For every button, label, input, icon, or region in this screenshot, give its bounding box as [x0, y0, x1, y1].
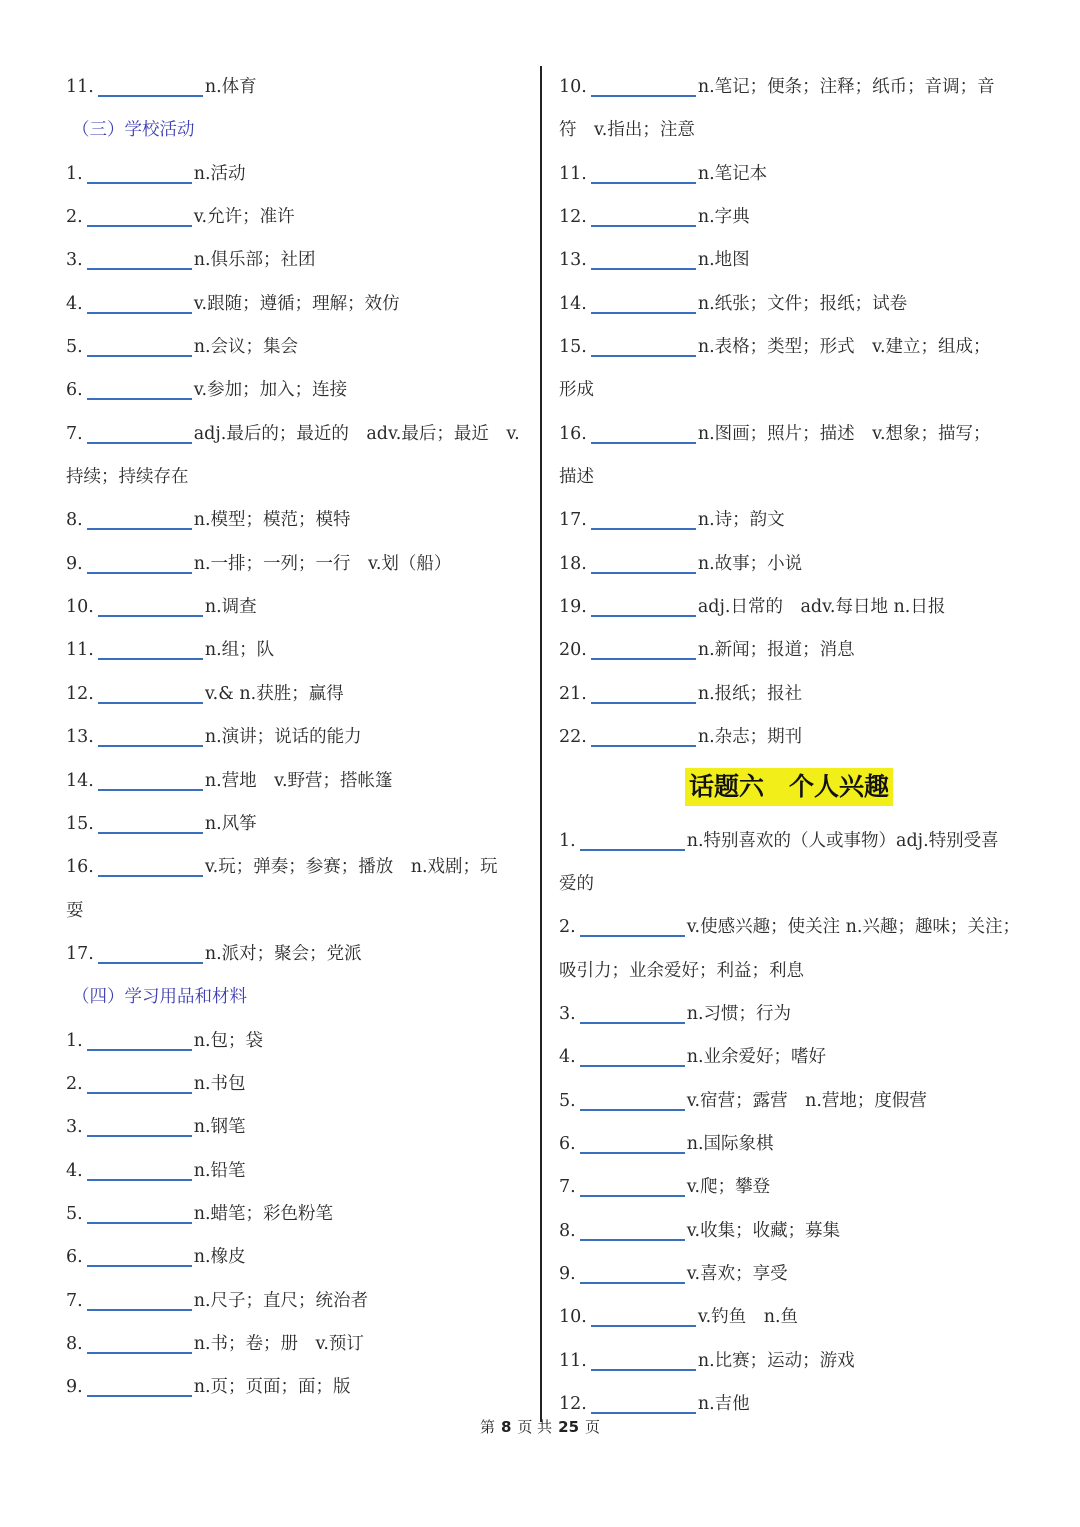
topic-title: 话题六 个人兴趣 [685, 768, 893, 806]
item-number: 7. [66, 1290, 83, 1311]
vocab-item [559, 993, 1019, 1036]
item-number: 13. [559, 250, 587, 271]
item-meaning: n.俱乐部；社团 [193, 250, 316, 271]
item-number: 11. [559, 1350, 587, 1371]
item-number: 4. [66, 1160, 83, 1181]
vocab-item [559, 1340, 1019, 1383]
vocab-item [559, 1123, 1019, 1166]
item-meaning: v.参加；加入；连接 [193, 380, 348, 401]
item-number: 7. [559, 1177, 576, 1198]
vocab-item [66, 673, 526, 716]
vocab-item [559, 1080, 1019, 1123]
answer-blank[interactable] [87, 1221, 192, 1224]
item-number: 1. [66, 163, 83, 184]
vocab-item [559, 1253, 1019, 1296]
column-divider [540, 66, 542, 1422]
item-number: 15. [66, 813, 94, 834]
answer-blank[interactable] [591, 1411, 696, 1414]
item-number: 8. [559, 1220, 576, 1241]
item-number: 11. [66, 77, 94, 97]
answer-blank[interactable] [98, 831, 203, 834]
item-number: 1. [66, 1030, 83, 1051]
answer-blank[interactable] [591, 311, 696, 314]
item-meaning: n.纸张；文件；报纸；试卷 [697, 293, 908, 314]
vocab-item [66, 283, 526, 326]
item-meaning: n.地图 [697, 250, 750, 271]
item-number: 8. [66, 510, 83, 531]
vocab-item [66, 1280, 526, 1323]
answer-blank[interactable] [98, 788, 203, 791]
answer-blank[interactable] [591, 571, 696, 574]
item-number: 6. [559, 1133, 576, 1154]
vocab-item [66, 1063, 526, 1106]
vocab-item [559, 673, 1019, 716]
answer-blank[interactable] [591, 657, 696, 660]
item-number: 2. [66, 207, 83, 228]
vocab-item [559, 543, 1019, 586]
footer-page-number: 8 [500, 1418, 512, 1436]
item-meaning: n.一排；一列；一行 v.划（船） [193, 553, 452, 574]
vocab-item [66, 1236, 526, 1279]
item-number: 16. [66, 857, 94, 878]
item-meaning: n.体育 [204, 77, 257, 97]
vocab-item [559, 153, 1019, 196]
answer-blank[interactable] [87, 311, 192, 314]
meaning-continuation: 符 v.指出；注意 [559, 120, 695, 141]
vocab-item [559, 1296, 1019, 1339]
answer-blank[interactable] [87, 1048, 192, 1051]
item-meaning: adj.日常的 adv.每日地 n.日报 [697, 597, 946, 618]
answer-blank[interactable] [98, 874, 203, 877]
vocab-item [559, 283, 1019, 326]
vocab-item [559, 413, 1019, 456]
answer-blank[interactable] [591, 441, 696, 444]
answer-blank[interactable] [591, 181, 696, 184]
answer-blank[interactable] [98, 961, 203, 964]
answer-blank[interactable] [580, 1151, 685, 1154]
item-meaning: n.页；页面；面；版 [193, 1377, 351, 1398]
item-number: 10. [66, 597, 94, 618]
item-meaning: n.故事；小说 [697, 553, 803, 574]
answer-blank[interactable] [591, 744, 696, 747]
answer-blank[interactable] [87, 571, 192, 574]
item-number: 21. [559, 683, 587, 704]
item-meaning: n.笔记；便条；注释；纸币；音调；音 [697, 77, 995, 97]
answer-blank[interactable] [580, 1064, 685, 1067]
item-number: 8. [66, 1333, 83, 1354]
answer-blank[interactable] [87, 1308, 192, 1311]
meaning-continuation: 耍 [66, 900, 84, 921]
vocab-item [66, 1323, 526, 1366]
vocab-item [66, 629, 526, 672]
item-meaning: n.橡皮 [193, 1247, 246, 1268]
answer-blank[interactable] [591, 267, 696, 270]
item-meaning: v.喜欢；享受 [686, 1263, 788, 1284]
item-meaning: n.模型；模范；模特 [193, 510, 351, 531]
vocab-item [66, 1366, 526, 1409]
answer-blank[interactable] [87, 1178, 192, 1181]
vocab-item [66, 1106, 526, 1149]
page-footer [0, 1416, 1080, 1437]
meaning-continuation: 爱的 [559, 873, 594, 894]
item-meaning: v.跟随；遵循；理解；效仿 [193, 293, 400, 314]
answer-blank[interactable] [580, 1108, 685, 1111]
item-meaning: n.组；队 [204, 640, 275, 661]
footer-total-pages: 25 [558, 1418, 580, 1436]
answer-blank[interactable] [591, 94, 696, 97]
item-number: 4. [66, 293, 83, 314]
item-number: 9. [66, 553, 83, 574]
vocab-item [559, 196, 1019, 239]
item-number: 7. [66, 423, 83, 444]
item-number: 17. [559, 510, 587, 531]
item-number: 3. [559, 1003, 576, 1024]
item-meaning: n.表格；类型；形式 v.建立；组成； [697, 337, 991, 358]
meaning-continuation: 形成 [559, 380, 594, 401]
item-number: 12. [559, 207, 587, 228]
item-meaning: n.蜡笔；彩色粉笔 [193, 1203, 334, 1224]
topic-title-wrapper [559, 760, 1019, 820]
item-meaning: n.图画；照片；描述 v.想象；描写； [697, 423, 991, 444]
item-number: 12. [66, 683, 94, 704]
item-number: 18. [559, 553, 587, 574]
vocab-item [66, 499, 526, 542]
answer-blank[interactable] [98, 614, 203, 617]
item-meaning: n.书；卷；册 v.预订 [193, 1333, 364, 1354]
vocab-item [559, 66, 1019, 109]
vocab-item [559, 716, 1019, 759]
item-meaning: v.爬；攀登 [686, 1177, 771, 1198]
vocab-item [66, 1020, 526, 1063]
item-meaning: n.比赛；运动；游戏 [697, 1350, 855, 1371]
vocab-item [66, 716, 526, 759]
item-meaning: n.风筝 [204, 813, 257, 834]
answer-blank[interactable] [87, 354, 192, 357]
vocab-item [66, 239, 526, 282]
item-meaning: n.特别喜欢的（人或事物）adj.特别受喜 [686, 830, 999, 851]
vocab-item [559, 820, 1019, 863]
vocab-item [66, 846, 526, 889]
vocab-item [559, 906, 1019, 949]
item-number: 3. [66, 1117, 83, 1138]
item-meaning: n.营地 v.野营；搭帐篷 [204, 770, 393, 791]
answer-blank[interactable] [591, 354, 696, 357]
answer-blank[interactable] [87, 441, 192, 444]
item-number: 2. [66, 1073, 83, 1094]
meaning-continuation: 持续；持续存在 [66, 467, 189, 488]
vocab-item [66, 1193, 526, 1236]
answer-blank[interactable] [87, 527, 192, 530]
item-meaning: adj.最后的；最近的 adv.最后；最近 v. [193, 423, 520, 444]
item-number: 2. [559, 917, 576, 938]
answer-blank[interactable] [98, 701, 203, 704]
vocab-item [559, 1036, 1019, 1079]
vocab-item [66, 1150, 526, 1193]
answer-blank[interactable] [591, 527, 696, 530]
item-number: 19. [559, 597, 587, 618]
item-number: 11. [66, 640, 94, 661]
vocab-item [66, 586, 526, 629]
item-number: 3. [66, 250, 83, 271]
vocab-item [66, 803, 526, 846]
item-meaning: n.杂志；期刊 [697, 727, 803, 748]
item-number: 5. [66, 337, 83, 358]
vocab-item [66, 153, 526, 196]
item-meaning: n.吉他 [697, 1393, 750, 1414]
vocab-item [559, 586, 1019, 629]
vocab-item [66, 66, 526, 109]
item-number: 10. [559, 1307, 587, 1328]
item-meaning: n.钢笔 [193, 1117, 246, 1138]
footer-suffix: 页 [585, 1418, 601, 1436]
item-meaning: n.铅笔 [193, 1160, 246, 1181]
section-heading: （四）学习用品和材料 [72, 987, 247, 1008]
item-meaning: n.活动 [193, 163, 246, 184]
answer-blank[interactable] [87, 1351, 192, 1354]
answer-blank[interactable] [591, 1324, 696, 1327]
item-meaning: v.使感兴趣；使关注 n.兴趣；趣味；关注； [686, 917, 1020, 938]
item-meaning: n.报纸；报社 [697, 683, 803, 704]
vocab-item [559, 1166, 1019, 1209]
answer-blank[interactable] [87, 224, 192, 227]
item-meaning: v.玩；弹奏；参赛；播放 n.戏剧；玩 [204, 857, 498, 878]
item-meaning: n.笔记本 [697, 163, 768, 184]
item-number: 15. [559, 337, 587, 358]
answer-blank[interactable] [580, 1238, 685, 1241]
item-meaning: v.收集；收藏；募集 [686, 1220, 841, 1241]
vocab-item [66, 196, 526, 239]
answer-blank[interactable] [98, 744, 203, 747]
answer-blank[interactable] [87, 1264, 192, 1267]
answer-blank[interactable] [591, 614, 696, 617]
answer-blank[interactable] [87, 1134, 192, 1137]
item-number: 11. [559, 163, 587, 184]
item-meaning: v.宿营；露营 n.营地；度假营 [686, 1090, 927, 1111]
right-column [559, 66, 1019, 1426]
answer-blank[interactable] [87, 1091, 192, 1094]
answer-blank[interactable] [591, 224, 696, 227]
item-meaning: n.调查 [204, 597, 257, 618]
item-number: 4. [559, 1047, 576, 1068]
footer-prefix: 第 [479, 1418, 495, 1436]
item-number: 20. [559, 640, 587, 661]
answer-blank[interactable] [580, 934, 685, 937]
answer-blank[interactable] [98, 657, 203, 660]
item-number: 5. [66, 1203, 83, 1224]
item-number: 10. [559, 77, 587, 97]
answer-blank[interactable] [580, 1281, 685, 1284]
vocab-item [66, 369, 526, 412]
item-number: 6. [66, 380, 83, 401]
item-meaning: n.尺子；直尺；统治者 [193, 1290, 369, 1311]
vocab-item [66, 326, 526, 369]
item-meaning: n.书包 [193, 1073, 246, 1094]
item-meaning: n.派对；聚会；党派 [204, 943, 362, 964]
item-meaning: n.诗；韵文 [697, 510, 785, 531]
item-meaning: v.钓鱼 n.鱼 [697, 1307, 799, 1328]
answer-blank[interactable] [580, 1194, 685, 1197]
meaning-continuation: 描述 [559, 467, 594, 488]
item-number: 9. [66, 1377, 83, 1398]
answer-blank[interactable] [87, 181, 192, 184]
item-number: 6. [66, 1247, 83, 1268]
item-meaning: n.业余爱好；嗜好 [686, 1047, 827, 1068]
item-meaning: n.演讲；说话的能力 [204, 727, 362, 748]
item-number: 1. [559, 830, 576, 851]
vocab-item [559, 499, 1019, 542]
vocab-item [559, 239, 1019, 282]
item-number: 14. [559, 293, 587, 314]
item-meaning: n.新闻；报道；消息 [697, 640, 855, 661]
vocab-item [66, 543, 526, 586]
item-meaning: n.会议；集会 [193, 337, 299, 358]
answer-blank[interactable] [87, 1394, 192, 1397]
section-heading: （三）学校活动 [72, 120, 195, 141]
item-number: 17. [66, 943, 94, 964]
item-number: 22. [559, 727, 587, 748]
vocab-item [559, 326, 1019, 369]
answer-blank[interactable] [580, 1021, 685, 1024]
vocab-item [559, 1210, 1019, 1253]
left-column [66, 66, 526, 1410]
answer-blank[interactable] [580, 848, 685, 851]
item-number: 14. [66, 770, 94, 791]
meaning-continuation: 吸引力；业余爱好；利益；利息 [559, 960, 804, 981]
item-meaning: n.习惯；行为 [686, 1003, 792, 1024]
answer-blank[interactable] [87, 397, 192, 400]
footer-mid: 页 共 [517, 1418, 553, 1436]
answer-blank[interactable] [98, 94, 203, 97]
vocab-item [66, 933, 526, 976]
answer-blank[interactable] [87, 267, 192, 270]
item-meaning: n.字典 [697, 207, 750, 228]
item-meaning: v.& n.获胜；赢得 [204, 683, 344, 704]
item-number: 9. [559, 1263, 576, 1284]
item-number: 13. [66, 727, 94, 748]
item-meaning: v.允许；准许 [193, 207, 295, 228]
vocab-item [559, 629, 1019, 672]
item-meaning: n.国际象棋 [686, 1133, 774, 1154]
answer-blank[interactable] [591, 701, 696, 704]
item-number: 5. [559, 1090, 576, 1111]
item-meaning: n.包；袋 [193, 1030, 264, 1051]
item-number: 16. [559, 423, 587, 444]
vocab-item [66, 760, 526, 803]
answer-blank[interactable] [591, 1368, 696, 1371]
item-number: 12. [559, 1393, 587, 1414]
vocab-item [66, 413, 526, 456]
